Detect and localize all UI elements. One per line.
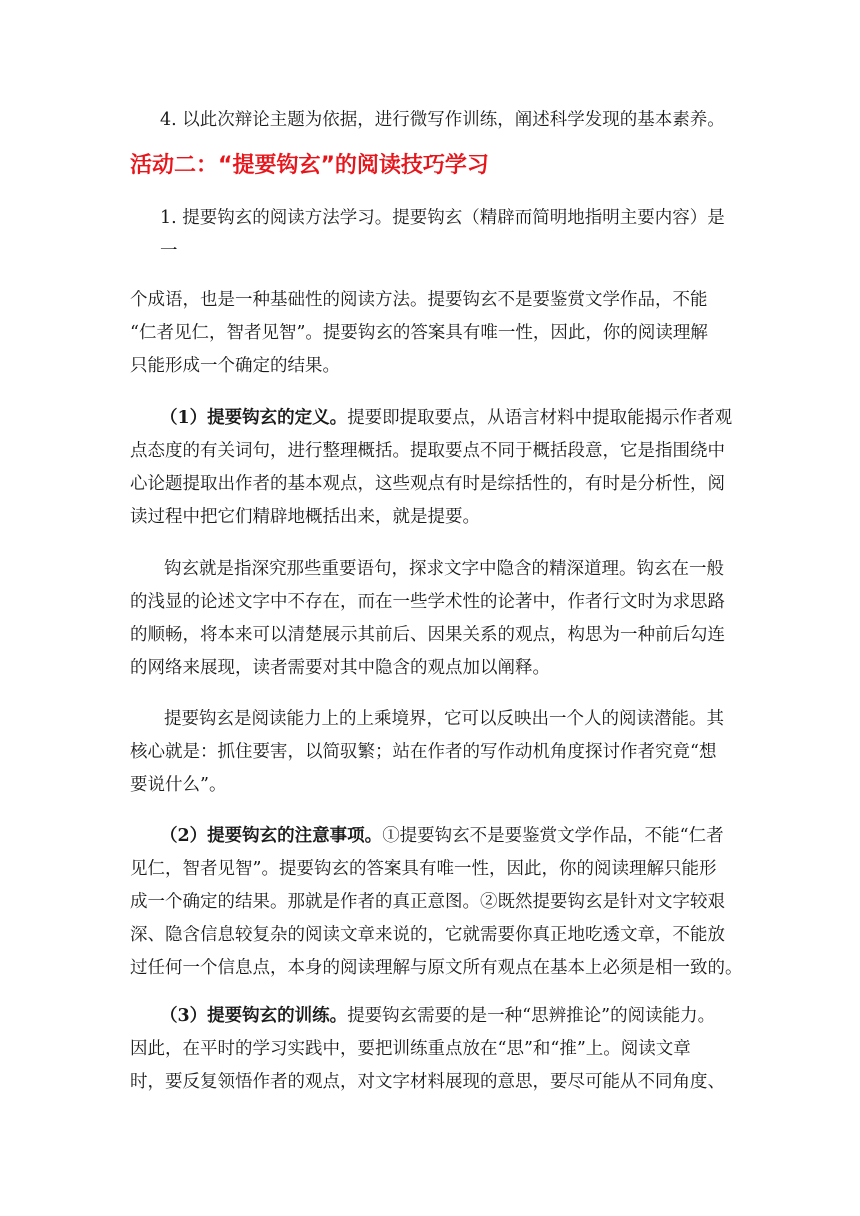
notes-text: ①提要钩玄不是要鉴赏文学作品，不能“仁者 xyxy=(382,826,724,846)
paragraph-definition-first-line xyxy=(130,402,733,435)
paragraph-2 xyxy=(130,284,730,383)
paragraph-gouxuan xyxy=(130,553,730,685)
paragraph-training xyxy=(130,1000,730,1099)
paragraph-realm-line: 要说什么”。 xyxy=(130,775,227,795)
paragraph-gouxuan-line: 的网络来展现，读者需要对其中隐含的观点加以阐释。 xyxy=(130,658,550,678)
training-text: 提要钩玄需要的是一种“思辨推论”的阅读能力。 xyxy=(347,1006,716,1026)
paragraph-notes-line: 过任何一个信息点，本身的阅读理解与原文所有观点在基本上必须是相一致的。 xyxy=(130,958,743,978)
definition-heading: （1）提要钩玄的定义。 xyxy=(160,408,348,428)
paragraph-definition-line: 心论题提取出作者的基本观点，这些观点有时是综括性的，有时是分析性，阅 xyxy=(130,474,725,494)
paragraph-1 xyxy=(160,202,740,268)
paragraph-gouxuan-line: 钩玄就是指深究那些重要语句，探求文字中隐含的精深道理。钩玄在一般 xyxy=(164,559,724,579)
paragraph-definition-line: 读过程中把它们精辟地概括出来，就是提要。 xyxy=(130,507,480,527)
training-heading: （3）提要钩玄的训练。 xyxy=(160,1006,348,1026)
notes-heading: （2）提要钩玄的注意事项。 xyxy=(160,826,383,846)
paragraph-training-first-line xyxy=(130,1000,730,1033)
paragraph-training-line: 时，要反复领悟作者的观点，对文字材料展现的意思，要尽可能从不同角度、 xyxy=(130,1072,725,1092)
paragraph-1-line: 1. 提要钩玄的阅读方法学习。提要钩玄（精辟而简明地指明主要内容）是 xyxy=(160,208,725,228)
paragraph-notes-line: 成一个确定的结果。那就是作者的真正意图。②既然提要钩玄是针对文字较艰 xyxy=(130,892,725,912)
paragraph-2-line: 只能形成一个确定的结果。 xyxy=(130,356,340,376)
paragraph-realm-line: 核心就是：抓住要害，以简驭繁；站在作者的写作动机角度探讨作者究竟“想 xyxy=(130,742,717,762)
paragraph-definition xyxy=(130,402,733,534)
item-4-paragraph xyxy=(160,104,760,137)
item-4-text: 4. 以此次辩论主题为依据，进行微写作训练，阐述科学发现的基本素养。 xyxy=(160,110,725,130)
paragraph-definition-line: 点态度的有关词句，进行整理概括。提取要点不同于概括段意，它是指围绕中 xyxy=(130,441,725,461)
paragraph-realm xyxy=(130,703,730,802)
paragraph-notes xyxy=(130,820,743,985)
paragraph-notes-first-line xyxy=(130,820,730,853)
paragraph-2-line: 个成语，也是一种基础性的阅读方法。提要钩玄不是要鉴赏文学作品，不能 xyxy=(130,290,708,310)
paragraph-2-line: “仁者见仁，智者见智”。提要钩玄的答案具有唯一性，因此，你的阅读理解 xyxy=(130,323,708,343)
paragraph-realm-line: 提要钩玄是阅读能力上的上乘境界，它可以反映出一个人的阅读潜能。其 xyxy=(164,709,724,729)
paragraph-1-line: 一 xyxy=(160,241,178,261)
activity-two-heading: 活动二：“提要钩玄”的阅读技巧学习 xyxy=(130,153,489,178)
definition-text: 提要即提取要点，从语言材料中提取能揭示作者观 xyxy=(347,408,733,428)
paragraph-notes-line: 深、隐含信息较复杂的阅读文章来说的，它就需要你真正地吃透文章，不能放 xyxy=(130,925,725,945)
paragraph-training-line: 因此，在平时的学习实践中，要把训练重点放在“思”和“推”上。阅读文章 xyxy=(130,1039,691,1059)
paragraph-gouxuan-line: 的顺畅，将本来可以清楚展示其前后、因果关系的观点，构思为一种前后勾连 xyxy=(130,625,725,645)
paragraph-gouxuan-line: 的浅显的论述文字中不存在，而在一些学术性的论著中，作者行文时为求思路 xyxy=(130,592,725,612)
paragraph-notes-line: 见仁，智者见智”。提要钩玄的答案具有唯一性，因此，你的阅读理解只能形 xyxy=(130,859,717,879)
